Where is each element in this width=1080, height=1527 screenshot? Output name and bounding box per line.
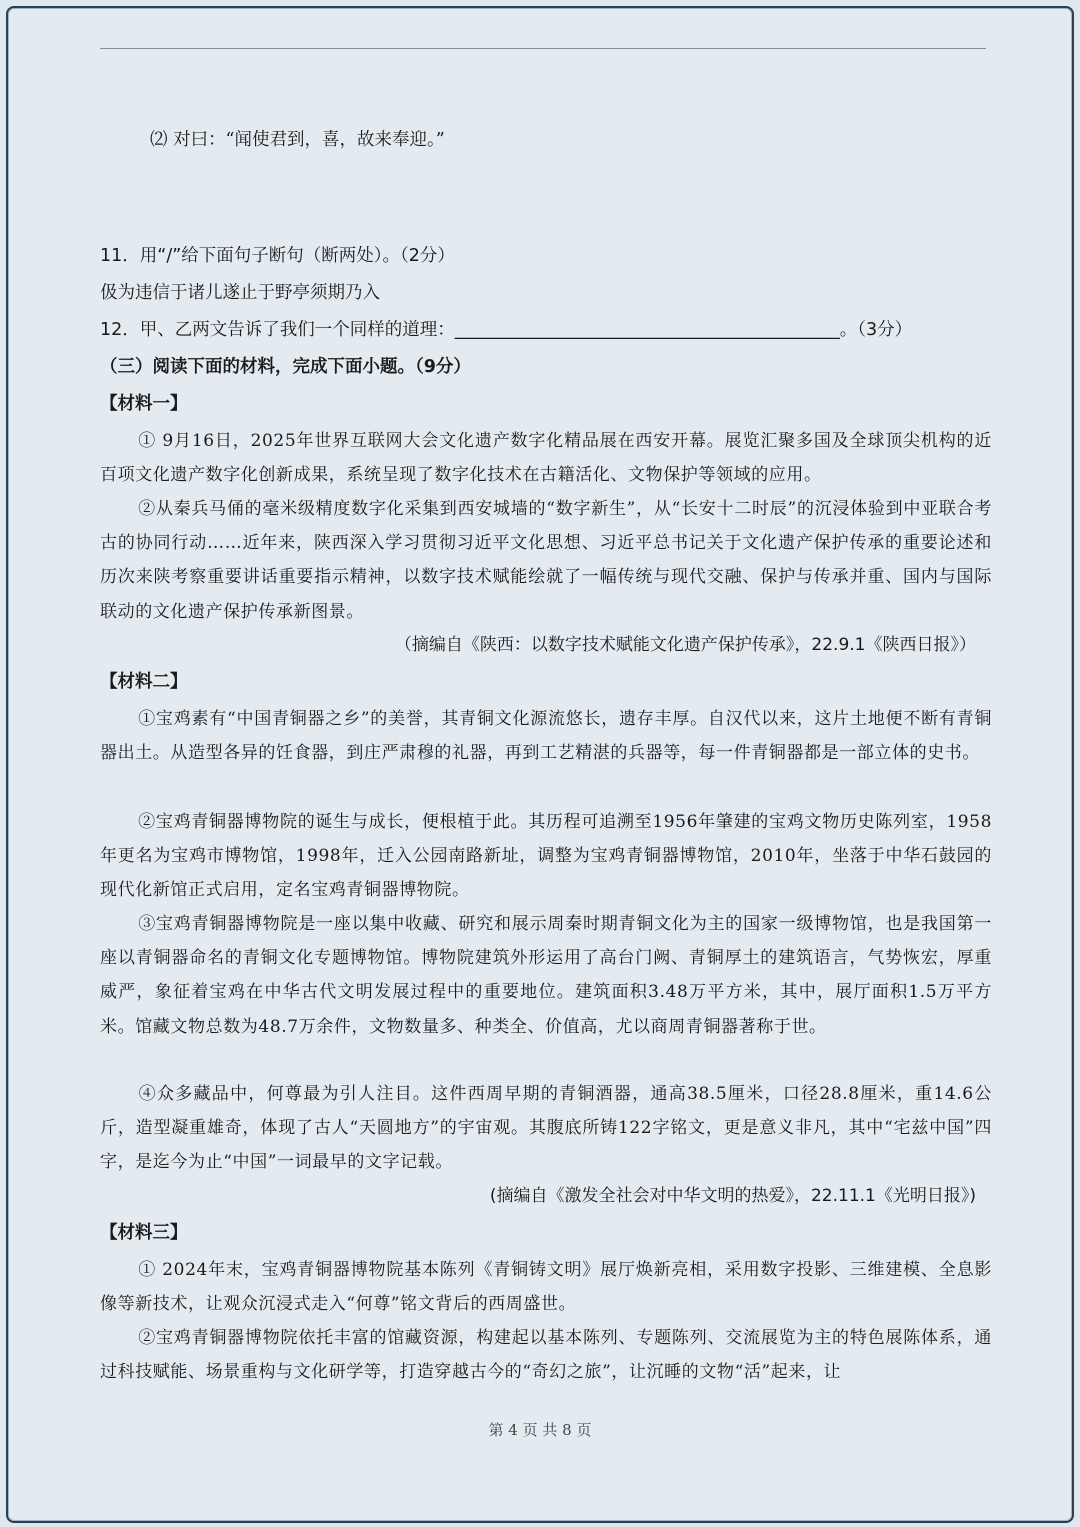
q12: 12．甲、乙两文告诉了我们一个同样的道理：____________________________________________。（3分） [100,320,913,340]
q11-prompt: 11．用“/”给下面句子断句（断两处）。（2分） [100,246,455,266]
header-rule [100,48,986,49]
material3-p1: ① 2024年末，宝鸡青铜器博物院基本陈列《青铜铸文明》展厅焕新亮相，采用数字投影、三维建模、全息影像等新技术，让观众沉浸式走入“何尊”铭文背后的西周盛世。 [100,1260,992,1315]
material1-p2: ②从秦兵马俑的毫米级精度数字化采集到西安城墙的“数字新生”，从“长安十二时辰”的沉浸体验到中亚联合考古的协同行动……近年来，陕西深入学习贯彻习近平文化思想、习近平总书记关于文化遗产保护传承的重要论述和历次来陕考察重要讲话重要指示精神，以数字技术赋能绘就了一幅传统与现代交融、保护与传承并重、国内与国际联动的文化遗产保护传承新图景。 [100,499,992,622]
document-page [6,6,1074,1523]
page-footer: 第 4 页 共 8 页 [488,1421,592,1439]
material2-p2: ②宝鸡青铜器博物院的诞生与成长，便根植于此。其历程可追溯至1956年肇建的宝鸡文物历史陈列室，1958年更名为宝鸡市博物馆，1998年，迁入公园南路新址，调整为宝鸡青铜器博物馆，2010年，坐落于中华石鼓园的现代化新馆正式启用，定名宝鸡青铜器博物院。 [100,812,992,901]
material2-heading: 【材料二】 [100,672,188,692]
material2-p4: ④众多藏品中，何尊最为引人注目。这件西周早期的青铜酒器，通高38.5厘米，口径28.8厘米，重14.6公斤，造型凝重雄奇，体现了古人“天圆地方”的宇宙观。其腹底所铸122字铭文，更是意义非凡，其中“宅兹中国”四字，是迄今为止“中国”一词最早的文字记载。 [100,1084,992,1173]
q10-item2: ⑵ 对曰：“闻使君到，喜，故来奉迎。” [150,130,445,150]
material2-p1: ①宝鸡素有“中国青铜器之乡”的美誉，其青铜文化源流悠长，遗存丰厚。自汉代以来，这片土地便不断有青铜器出土。从造型各异的饪食器，到庄严肃穆的礼器，再到工艺精湛的兵器等，每一件青铜器都是一部立体的史书。 [100,709,992,764]
material1-source: （摘编自《陕西：以数字技术赋能文化遗产保护传承》，22.9.1《陕西日报》） [394,635,976,655]
material1-p1: ① 9月16日，2025年世界互联网大会文化遗产数字化精品展在西安开幕。展览汇聚多国及全球顶尖机构的近百项文化遗产数字化创新成果，系统呈现了数字化技术在古籍活化、文物保护等领域的应用。 [100,431,992,486]
material3-heading: 【材料三】 [100,1223,188,1243]
material1-heading: 【材料一】 [100,394,188,414]
material2-source: (摘编自《激发全社会对中华文明的热爱》，22.11.1《光明日报》) [489,1186,976,1206]
section3-heading: （三）阅读下面的材料，完成下面小题。（9分） [100,357,471,377]
material3-p2: ②宝鸡青铜器博物院依托丰富的馆藏资源，构建起以基本陈列、专题陈列、交流展览为主的特色展陈体系，通过科技赋能、场景重构与文化研学等，打造穿越古今的“奇幻之旅”，让沉睡的文物“活”起来，让 [100,1328,992,1383]
q11-sentence: 伋为违信于诸儿遂止于野亭须期乃入 [100,283,380,303]
material2-p3: ③宝鸡青铜器博物院是一座以集中收藏、研究和展示周秦时期青铜文化为主的国家一级博物馆，也是我国第一座以青铜器命名的青铜文化专题博物馆。博物院建筑外形运用了高台门阙、青铜厚土的建筑语言，气势恢宏，厚重威严，象征着宝鸡在中华古代文明发展过程中的重要地位。建筑面积3.48万平方米，其中，展厅面积1.5万平方米。馆藏文物总数为48.7万余件，文物数量多、种类全、价值高，尤以商周青铜器著称于世。 [100,914,992,1037]
